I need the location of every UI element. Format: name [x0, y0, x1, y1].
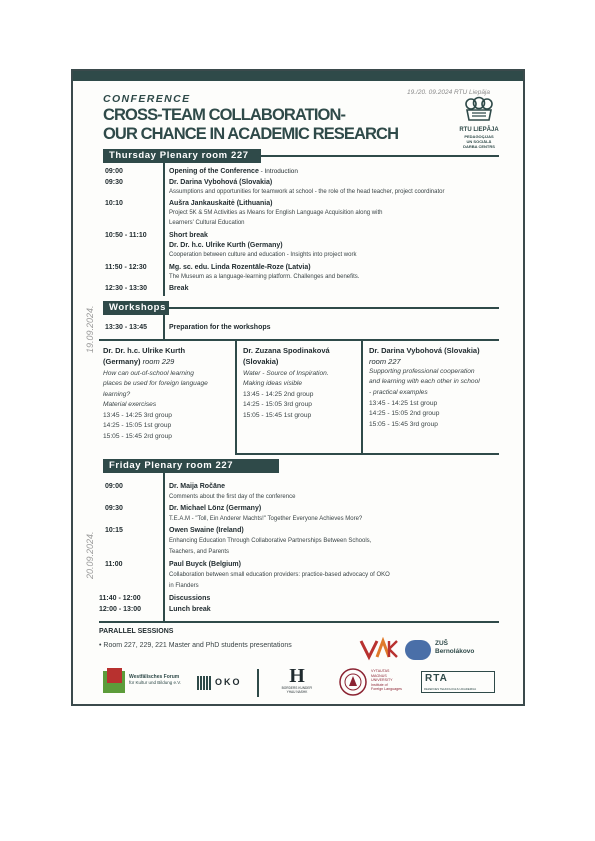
thu-speaker-rozentale: Mg. sc. edu. Linda Rozentāle-Roze (Latvia): [169, 264, 311, 271]
h-logo-icon: H: [289, 665, 305, 687]
workshop-2-slot: 14:25 - 15:05 3rd group: [243, 401, 312, 409]
parallel-sessions-item: • Room 227, 229, 221 Master and PhD students presentations: [99, 642, 292, 649]
fri-time-0930: 09:30: [105, 505, 123, 512]
fri-desc-buyck-1: Collaboration between small education providers: practice-based advocacy of OKO: [169, 572, 390, 578]
thu-short-break: Short break: [169, 232, 208, 239]
workshop-1-topic: [103, 369, 233, 411]
workshop-1-topic-line: Material exercises: [103, 401, 157, 409]
workshop-2-slot: 15:05 - 15:45 1st group: [243, 411, 312, 419]
vdu-line-5: Foreign Languages: [371, 687, 402, 692]
fri-desc-rocane: Comments about the first day of the conference: [169, 494, 296, 500]
workshop-3-slot: 14:25 - 15:05 2nd group: [369, 410, 440, 418]
workshop-1-slot: 15:05 - 15:45 2rd group: [103, 432, 172, 440]
vdu-line-4: Institute of: [371, 682, 388, 687]
fri-time-1015: 10:15: [105, 527, 123, 534]
conference-label: CONFERENCE: [103, 93, 191, 105]
workshop-1-presenter: [103, 345, 233, 367]
thu-opening-note: - Introduction: [258, 168, 298, 175]
thu-desc-jankauskaite-2: Learners' Cultural Education: [169, 220, 245, 226]
fri-speaker-rocane: Dr. Maija Ročāne: [169, 483, 226, 490]
fri-time-1100: 11:00: [105, 561, 123, 568]
oko-logo-text: OKO: [215, 677, 242, 687]
vak-logo-icon: [359, 637, 399, 661]
zus-logo-text: [435, 640, 474, 656]
friday-header: Friday Plenary room 227: [103, 459, 279, 473]
thursday-header: Thursday Plenary room 227: [103, 149, 261, 163]
workshop-3-slots: [369, 399, 501, 430]
workshop-2-slot: 13:45 - 14:25 2nd group: [243, 391, 314, 398]
thu-desc-rozentale: The Museum as a language-learning platform. Challenges and benefits.: [169, 274, 360, 280]
thursday-header-rule: [261, 155, 499, 157]
workshop-1-slot: 13:45 - 14:25 3rd group: [103, 412, 172, 419]
workshop-1-topic-line: places be used for foreign language: [103, 380, 208, 388]
rta-logo-subtext: REZEKNES TEHNOLOGIJU AKADEMIJA: [424, 687, 477, 691]
side-date-day2: 20.09.2024.: [85, 531, 95, 579]
workshop-2-name: Dr. Zuzana Spodinaková: [243, 346, 330, 355]
wf-line-1: Westfälisches Forum: [129, 674, 180, 680]
thu-time-1150: 11:50 - 12:30: [105, 264, 147, 271]
westfaelisches-forum-text: [129, 674, 181, 686]
workshops-grid-bottom-rule: [235, 453, 499, 455]
thu-speaker-jankauskaite: Aušra Jankauskaitė (Lithuania): [169, 200, 273, 207]
workshop-1-country: (Germany): [103, 357, 141, 366]
top-band: [73, 71, 523, 81]
fri-discussions: Discussions: [169, 595, 211, 602]
vdu-line-3: UNIVERSITY: [371, 678, 393, 683]
workshop-3-slot: 13:45 - 14:25 1st group: [369, 400, 438, 407]
parallel-sessions-header: PARALLEL SESSIONS: [99, 628, 174, 635]
fri-time-0900: 09:00: [105, 483, 123, 490]
workshop-2-topic-line: Making ideas visible: [243, 380, 303, 388]
date-venue: 19./20. 09.2024 RTU Liepāja: [407, 89, 490, 96]
zus-line-2: Bernolákovo: [435, 648, 475, 655]
workshop-1-slots: [103, 411, 233, 442]
workshop-2-country: (Slovakia): [243, 357, 279, 366]
workshop-1-name: Dr. Dr. h.c. Ulrike Kurth: [103, 346, 186, 355]
vdu-line-1: VYTAUTAS: [371, 669, 390, 673]
workshop-2-slots: [243, 390, 359, 421]
thu-desc-vybohova: Assumptions and opportunities for teamwork at school - the role of the head teacher, project coordinator: [169, 189, 445, 195]
zus-logo-icon: [405, 640, 431, 660]
workshop-2-presenter: [243, 345, 359, 367]
conference-poster: [71, 69, 525, 706]
vdu-line-2: MAGNUS: [371, 673, 387, 678]
thu-time-1010: 10:10: [105, 200, 123, 207]
oko-logo-rule: [257, 669, 259, 697]
workshops-header: Workshops: [103, 301, 169, 315]
fri-speaker-lonz: Dr. Michael Lönz (Germany): [169, 505, 262, 512]
thu-desc-jankauskaite-1: Project 5K & 5M Activities as Means for English Language Acquisition along with: [169, 210, 383, 216]
westfaelisches-forum-logo-icon: [103, 671, 125, 693]
fri-time-1140: 11:40 - 12:00: [99, 595, 141, 602]
rta-logo-text: RTA: [425, 673, 448, 684]
logo-name: RTU LIEPĀJA: [459, 127, 499, 133]
workshops-grid-top-rule: [99, 339, 499, 341]
rta-logo: [421, 671, 495, 693]
thu-time-0930: 09:30: [105, 179, 123, 186]
logo-sub-3: DARBA CENTRS: [463, 144, 495, 149]
workshop-2-topic-line: Water - Source of Inspiration.: [243, 370, 329, 377]
workshop-prep-label: Preparation for the workshops: [169, 324, 271, 331]
thu-time-1050: 10:50 - 11:10: [105, 232, 147, 239]
fri-desc-buyck-2: in Flanders: [169, 583, 199, 589]
workshops-col-divider-2: [361, 339, 363, 453]
fri-desc-lonz: T.E.A.M - "Toll, Ein Anderer Machts!" Together Everyone Achieves More?: [169, 516, 363, 522]
thu-speaker-kurth: Dr. Dr. h.c. Ulrike Kurth (Germany): [169, 242, 283, 249]
thu-break: Break: [169, 285, 189, 292]
title-line-2: OUR CHANCE IN ACADEMIC RESEARCH: [103, 125, 399, 143]
workshop-3-topic-line: Supporting professional cooperation: [369, 368, 475, 375]
thu-item-opening: [169, 168, 298, 175]
logo-sub-1: PEDAGOĢIJAS: [464, 134, 494, 139]
workshop-1-slot: 14:25 - 15:05 1st group: [103, 422, 172, 430]
workshop-prep-time: 13:30 - 13:45: [105, 324, 148, 331]
fri-time-1200: 12:00 - 13:00: [99, 606, 142, 613]
poster-title: [103, 106, 398, 144]
fri-desc-swaine-1: Enhancing Education Through Collaborative Partnerships Between Schools,: [169, 538, 372, 544]
thu-time-0900: 09:00: [105, 168, 123, 175]
vdu-logo-text: [371, 669, 402, 692]
thu-time-1230: 12:30 - 13:30: [105, 285, 148, 292]
oko-logo-icon: [197, 676, 211, 690]
friday-bottom-rule: [99, 621, 499, 623]
workshops-header-rule: [169, 307, 499, 309]
workshop-3-topic: [369, 367, 501, 398]
rtu-crest-icon: [461, 96, 497, 122]
workshops-col-divider-1: [235, 339, 237, 453]
workshop-3-name: Dr. Darina Vybohová (Slovakia): [369, 346, 480, 355]
h-logo-line-2: YHAU NASHK: [286, 690, 308, 694]
rtu-logo: [455, 96, 503, 149]
title-line-1: CROSS-TEAM COLLABORATION-: [103, 106, 346, 124]
thu-opening-title: Opening of the Conference: [169, 168, 259, 175]
workshop-3-topic-line: - practical examples: [369, 388, 428, 396]
workshop-1-topic-line: learning?: [103, 390, 131, 398]
h-logo: [273, 666, 321, 694]
vdu-seal-icon: [339, 668, 367, 696]
wf-line-2: für Kultur und Bildung e.V.: [129, 680, 182, 685]
zus-line-1: ZUŠ: [435, 640, 448, 647]
h-logo-line-1: BORDERS KUNDEFI: [281, 686, 313, 690]
fri-speaker-swaine: Owen Swaine (Ireland): [169, 527, 244, 534]
logo-sub-2: UN SOCIĀLĀ: [466, 139, 492, 144]
workshop-1-topic-line: How can out-of-school learning: [103, 370, 194, 377]
workshop-3-presenter: [369, 345, 501, 367]
side-date-day1: 19.09.2024.: [85, 305, 95, 353]
workshop-3-topic-line: and learning with each other in school: [369, 378, 480, 386]
workshop-3-slot: 15:05 - 15:45 3rd group: [369, 420, 438, 428]
workshop-3-room: room 227: [369, 357, 401, 366]
workshop-1-room: room 229: [140, 357, 175, 366]
fri-speaker-buyck: Paul Buyck (Belgium): [169, 561, 241, 568]
thursday-divider: [163, 163, 165, 296]
workshops-divider: [163, 315, 165, 339]
thu-speaker-vybohova: Dr. Darina Vybohová (Slovakia): [169, 179, 273, 186]
workshop-2-topic: [243, 369, 359, 390]
friday-divider: [163, 473, 165, 623]
thu-desc-kurth: Cooperation between culture and education - Insights into project work: [169, 252, 357, 258]
fri-lunch-break: Lunch break: [169, 606, 211, 613]
fri-desc-swaine-2: Teachers, and Parents: [169, 549, 230, 555]
